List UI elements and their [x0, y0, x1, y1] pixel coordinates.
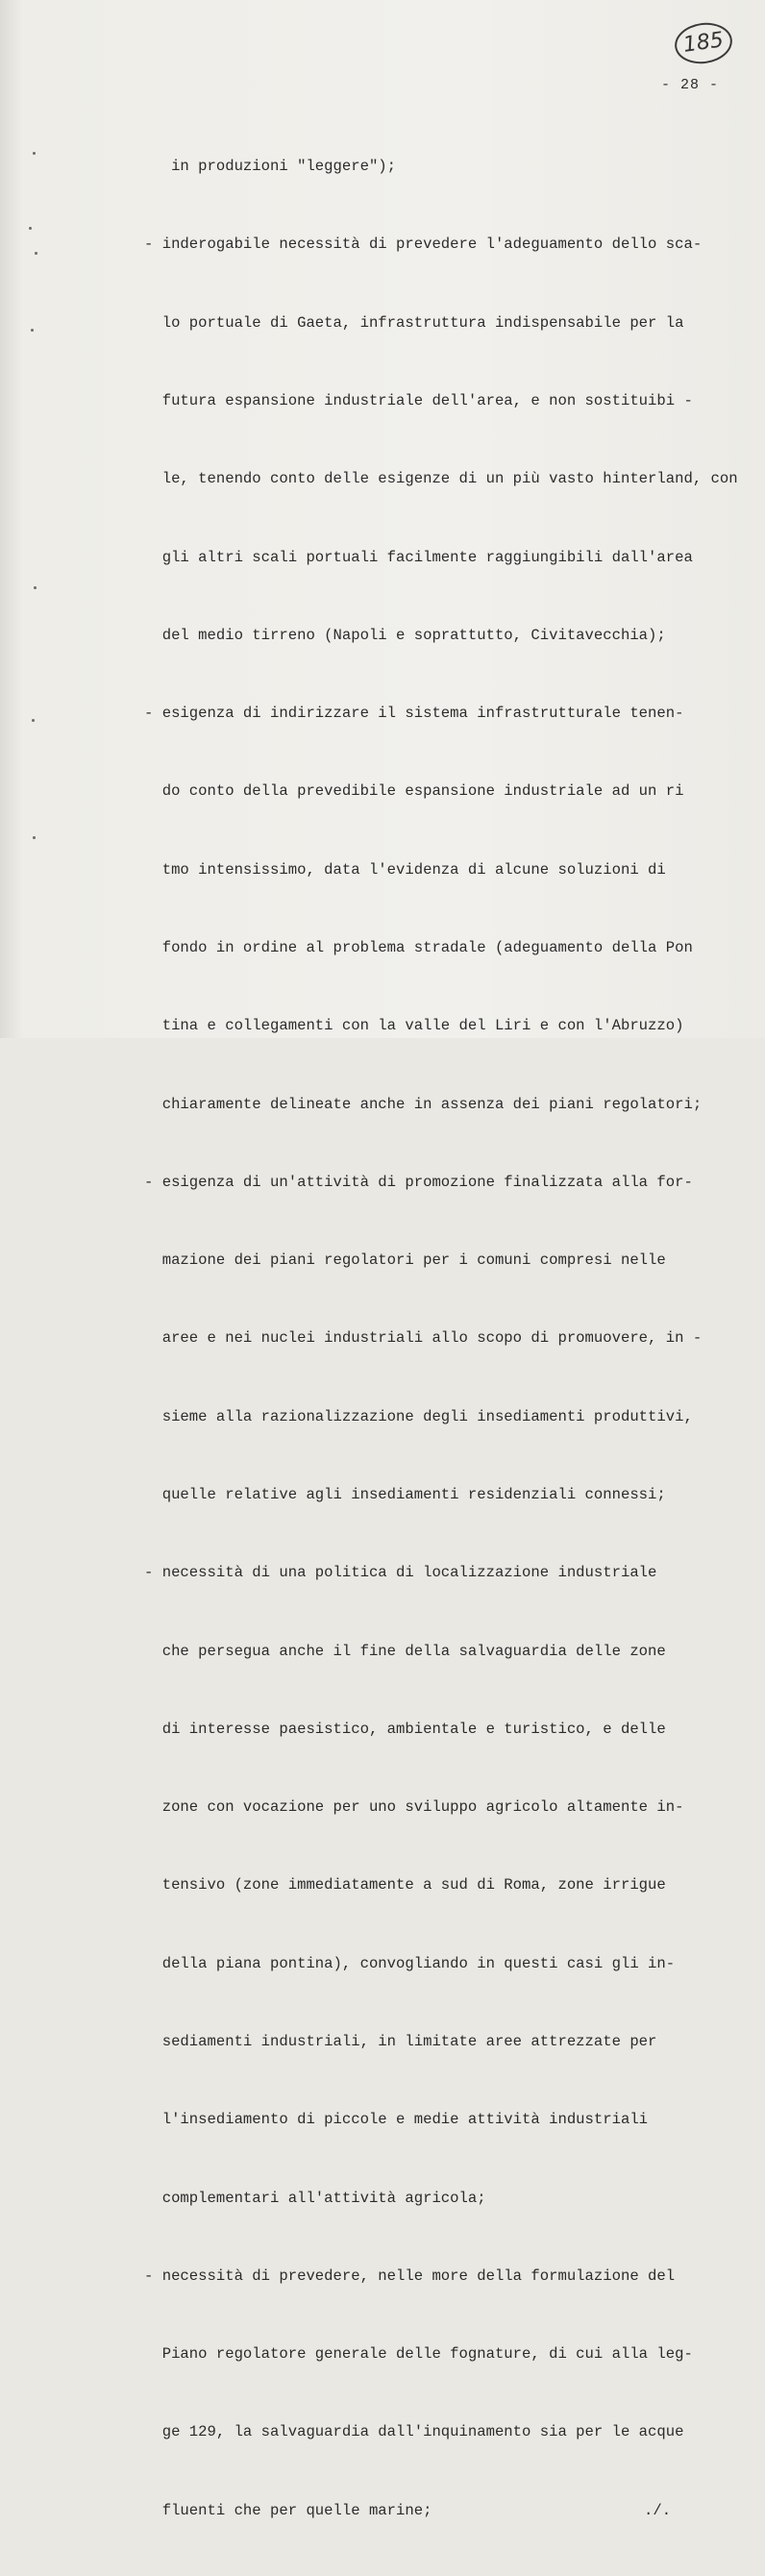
text-line: gli altri scali portuali facilmente raggiungibili dall'area: [144, 548, 693, 566]
scan-speck: [32, 719, 35, 722]
text-line: do conto della prevedibile espansione industriale ad un ri: [144, 782, 684, 801]
continuation-mark: ./.: [644, 2501, 672, 2519]
text-line: - necessità di prevedere, nelle more della formulazione del: [144, 2266, 676, 2285]
text-line: del medio tirreno (Napoli e soprattutto, Civitavecchia);: [144, 626, 666, 644]
text-line: le, tenendo conto delle esigenze di un più vasto hinterland, con: [144, 470, 738, 488]
scan-speck: [29, 227, 32, 230]
text-line: aree e nei nuclei industriali allo scopo di promuovere, in -: [144, 1329, 703, 1348]
text-line: lo portuale di Gaeta, infrastruttura indispensabile per la: [144, 313, 684, 332]
text-line: - inderogabile necessità di prevedere l'adeguamento dello sca-: [144, 235, 703, 254]
text-line: che persegua anche il fine della salvaguardia delle zone: [144, 1642, 666, 1660]
scan-speck: [31, 329, 34, 332]
archive-number-stamp: 185: [672, 19, 734, 67]
text-line: della piana pontina), convogliando in questi casi gli in-: [144, 1954, 676, 1972]
text-line: fluenti che per quelle marine;: [144, 2501, 432, 2519]
text-line: Piano regolatore generale delle fognature, di cui alla leg-: [144, 2345, 693, 2364]
text-line: chiaramente delineate anche in assenza dei piani regolatori;: [144, 1095, 703, 1113]
scan-speck: [34, 586, 37, 589]
text-line-last: [144, 2498, 740, 2524]
text-line: zone con vocazione per uno sviluppo agricolo altamente in-: [144, 1798, 684, 1817]
text-line: - esigenza di indirizzare il sistema infrastrutturale tenen-: [144, 705, 684, 723]
text-line: l'insediamento di piccole e medie attività industriali: [144, 2111, 649, 2129]
text-line: tensivo (zone immediatamente a sud di Roma, zone irrigue: [144, 1876, 666, 1895]
text-line: - esigenza di un'attività di promozione finalizzata alla for-: [144, 1173, 693, 1191]
typewritten-text: [144, 102, 740, 2576]
text-line: futura espansione industriale dell'area, e non sostituibi -: [144, 392, 693, 410]
text-line: tmo intensissimo, data l'evidenza di alcune soluzioni di: [144, 860, 666, 879]
text-line: ge 129, la salvaguardia dall'inquinamento sia per le acque: [144, 2423, 684, 2441]
text-line: sediamenti industriali, in limitate aree attrezzate per: [144, 2032, 657, 2050]
text-line: in produzioni "leggere");: [144, 158, 397, 176]
text-line: di interesse paesistico, ambientale e turistico, e delle: [144, 1720, 666, 1738]
text-line: sieme alla razionalizzazione degli insediamenti produttivi,: [144, 1407, 693, 1425]
text-line: quelle relative agli insediamenti residenziali connessi;: [144, 1485, 666, 1503]
page-number: - 28 -: [661, 77, 720, 93]
text-line: complementari all'attività agricola;: [144, 2189, 486, 2207]
text-line: mazione dei piani regolatori per i comuni compresi nelle: [144, 1251, 666, 1270]
scan-speck: [35, 252, 37, 255]
text-line: - necessità di una politica di localizzazione industriale: [144, 1564, 657, 1582]
scan-speck: [33, 836, 36, 839]
text-line: fondo in ordine al problema stradale (adeguamento della Pon: [144, 939, 693, 956]
scan-speck: [33, 152, 36, 155]
text-line: tina e collegamenti con la valle del Liri e con l'Abruzzo): [144, 1017, 684, 1035]
